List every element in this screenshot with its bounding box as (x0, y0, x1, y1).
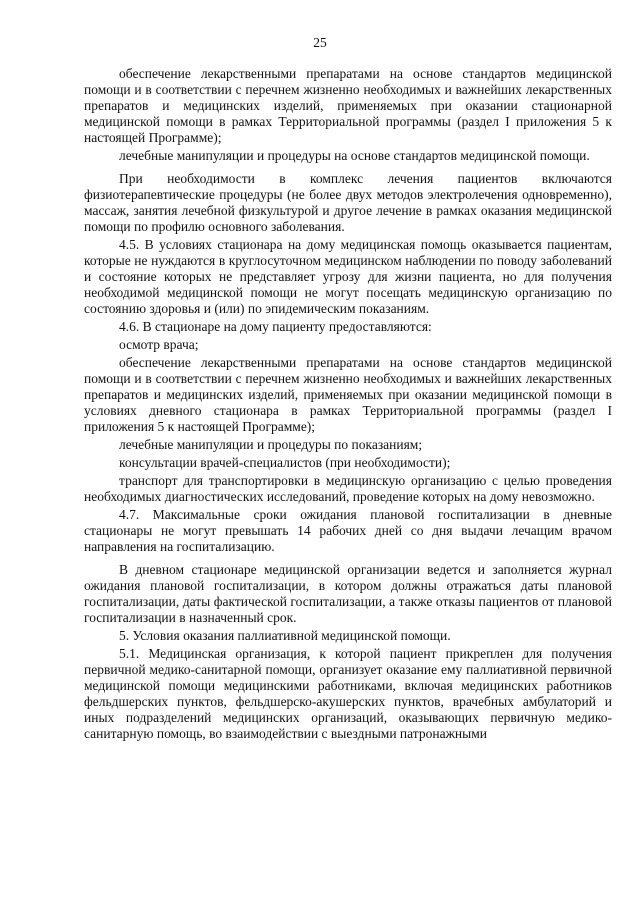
section-heading-palliative-care: 5. Условия оказания паллиативной медицинской помощи. (119, 628, 451, 643)
page-number: 25 (313, 35, 327, 50)
paragraph-drug-supply: обеспечение лекарственными препаратами на основе стандартов медицинской помощи и в соответствии с перечнем жизненно необходимых и важнейших лекарственных препаратов и медицинских изделий, применяемых при оказании стационарной медицинской помощи в рамках Территориальной программы (раздел I приложения 5 к настоящей Программе); (84, 66, 612, 145)
paragraph-transport: транспорт для транспортировки в медицинскую организацию с целью проведения необходимых диагностических исследований, проведение которых на дому невозможно. (84, 473, 612, 504)
paragraph-section-4-5: 4.5. В условиях стационара на дому медицинская помощь оказывается пациентам, которые не нуждаются в круглосуточном медицинском наблюдении по поводу заболеваний и состояние которых не представляет угрозу для жизни пациента, но для получения необходимой медицинской помощи не могут посещать медицинскую организацию по состоянию здоровья и (или) по эпидемическим показаниям. (84, 237, 612, 316)
paragraph-physiotherapy: При необходимости в комплекс лечения пациентов включаются физиотерапевтические процедуры (не более двух методов электролечения одновременно), массаж, занятия лечебной физкультурой и другое лечение в рамках оказания медицинской помощи по профилю основного заболевания. (84, 171, 612, 234)
paragraph-home-procedures: лечебные манипуляции и процедуры по показаниям; (119, 437, 423, 452)
paragraph-section-4-7: 4.7. Максимальные сроки ожидания плановой госпитализации в дневные стационары не могут превышать 14 рабочих дней со дня выдачи лечащим врачом направления на госпитализацию. (84, 507, 612, 554)
paragraph-treatment-procedures: лечебные манипуляции и процедуры на основе стандартов медицинской помощи. (119, 148, 590, 163)
paragraph-home-drug-supply: обеспечение лекарственными препаратами на основе стандартов медицинской помощи и в соответствии с перечнем жизненно необходимых и важнейших лекарственных препаратов и медицинских изделий, применяемых при оказании медицинской помощи в условиях дневного стационара в рамках Территориальной программы (раздел I приложения 5 к настоящей Программе); (84, 355, 612, 434)
document-body (84, 66, 612, 742)
paragraph-specialist-consultations: консультации врачей-специалистов (при необходимости); (119, 455, 451, 470)
paragraph-waiting-journal: В дневном стационаре медицинской организации ведется и заполняется журнал ожидания плановой госпитализации, в котором должны отражаться даты плановой госпитализации, даты фактической госпитализации, а также отказы пациентов от плановой госпитализации в назначенный срок. (84, 562, 612, 625)
paragraph-doctor-examination: осмотр врача; (119, 337, 199, 352)
paragraph-section-4-6: 4.6. В стационаре на дому пациенту предоставляются: (119, 319, 432, 334)
paragraph-section-5-1: 5.1. Медицинская организация, к которой пациент прикреплен для получения первичной медико-санитарной помощи, организует оказание ему паллиативной первичной медицинской помощи медицинскими работниками, включая медицинских работников фельдшерских пунктов, фельдшерско-акушерских пунктов, врачебных амбулаторий и иных подразделений медицинских организаций, оказывающих первичную медико-санитарную помощь, во взаимодействии с выездными патронажными (84, 646, 612, 741)
